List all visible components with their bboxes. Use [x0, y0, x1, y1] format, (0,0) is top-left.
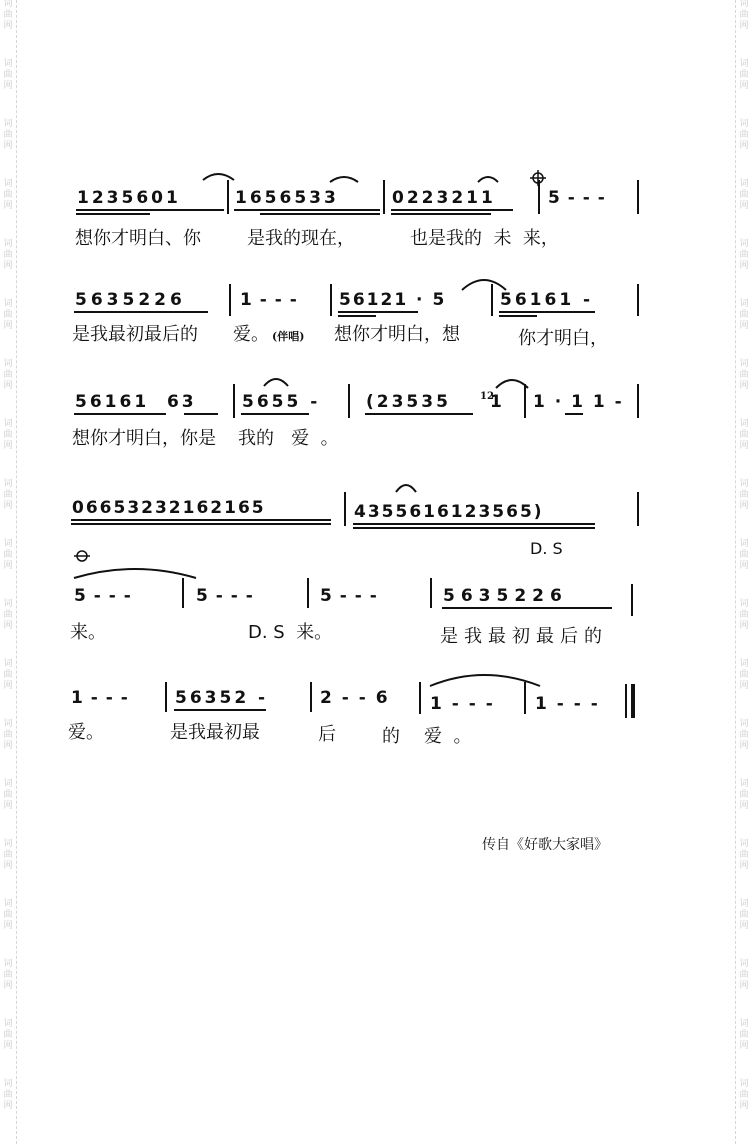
watermark-char: 曲 — [739, 10, 749, 20]
watermark-char: 词 — [3, 299, 13, 309]
watermark-char: 词 — [739, 599, 749, 609]
watermark-char: 词 — [739, 119, 749, 129]
barline — [637, 180, 639, 214]
watermark-char: 曲 — [739, 910, 749, 920]
watermark-char: 词 — [739, 479, 749, 489]
barline — [307, 578, 309, 608]
barline — [348, 384, 350, 418]
tie — [203, 174, 234, 180]
watermark-char: 词 — [739, 539, 749, 549]
barline — [383, 180, 385, 214]
measure-5-4: 5635226 — [443, 586, 568, 606]
watermark-char: 曲 — [739, 370, 749, 380]
barline — [310, 682, 312, 712]
measure-4-1: 06653232162165 — [72, 498, 266, 518]
measure-5-3: 5 - - - — [320, 586, 378, 606]
watermark-char: 网 — [3, 621, 13, 631]
watermark-char: 曲 — [3, 850, 13, 860]
watermark-char: 曲 — [3, 370, 13, 380]
slur — [74, 569, 196, 578]
watermark-char: 词 — [739, 779, 749, 789]
lyric-2-3: 想你才明白，想 — [334, 324, 460, 345]
watermark-char: 词 — [3, 599, 13, 609]
watermark-char: 曲 — [739, 850, 749, 860]
watermark-char: 网 — [3, 1101, 13, 1111]
watermark-char: 曲 — [739, 310, 749, 320]
measure-6-1: 1 - - - — [71, 688, 129, 708]
watermark-char: 曲 — [3, 670, 13, 680]
watermark-char: 曲 — [3, 310, 13, 320]
watermark-char: 网 — [739, 261, 749, 271]
watermark-char: 词 — [3, 539, 13, 549]
final-barline-thick — [631, 684, 635, 718]
watermark-char: 曲 — [3, 970, 13, 980]
lyric-1-3: 也是我的 未 来， — [410, 228, 559, 249]
watermark-char: 词 — [739, 0, 749, 9]
watermark-char: 词 — [739, 179, 749, 189]
lyric-6-4: 的 — [382, 726, 400, 747]
watermark-char: 网 — [739, 141, 749, 151]
watermark-char: 曲 — [3, 10, 13, 20]
barline — [344, 492, 346, 526]
watermark-char: 词 — [739, 659, 749, 669]
measure-6-2: 56352 - — [175, 688, 269, 708]
lyric-3-2: 我的 爱 。 — [238, 428, 339, 449]
measure-3-2: 5655 - — [242, 392, 321, 412]
watermark-char: 曲 — [739, 970, 749, 980]
measure-6-5: 1 - - - — [535, 694, 600, 714]
lyric-2-1: 是我最初最后的 — [72, 324, 198, 345]
watermark-char: 曲 — [739, 1030, 749, 1040]
watermark-char: 词 — [739, 59, 749, 69]
watermark-char: 网 — [739, 441, 749, 451]
lyric-2-4: 你才明白， — [518, 328, 608, 349]
measure-1-2: 1656533 — [235, 188, 339, 208]
watermark-char: 词 — [3, 179, 13, 189]
barline — [524, 384, 526, 418]
watermark-char: 词 — [739, 959, 749, 969]
watermark-char: 曲 — [739, 250, 749, 260]
watermark-char: 网 — [3, 441, 13, 451]
measure-2-1: 5635226 — [75, 290, 186, 310]
measure-1-3: 0223211 — [392, 188, 496, 208]
watermark-char: 曲 — [739, 430, 749, 440]
watermark-char: 词 — [3, 779, 13, 789]
lyric-6-3: 后 — [318, 724, 336, 745]
ds-mark: D. S — [530, 539, 563, 558]
watermark-char: 网 — [739, 21, 749, 31]
watermark-char: 词 — [3, 1079, 13, 1089]
watermark-char: 词 — [739, 839, 749, 849]
lyric-5-2: D. S 来。 — [248, 622, 333, 643]
measure-5-1: 5 - - - — [74, 586, 132, 606]
watermark-char: 曲 — [3, 610, 13, 620]
watermark-char: 网 — [3, 141, 13, 151]
fermata — [396, 485, 416, 492]
accompaniment-label: (伴唱) — [272, 330, 305, 343]
watermark-char: 曲 — [3, 250, 13, 260]
watermark-char: 词 — [739, 1079, 749, 1089]
watermark-char: 网 — [3, 201, 13, 211]
watermark-char: 曲 — [739, 490, 749, 500]
barline — [330, 284, 332, 316]
lyric-1-2: 是我的现在， — [247, 228, 355, 249]
watermark-char: 曲 — [739, 610, 749, 620]
measure-2-3: 56121 · 5 — [339, 290, 447, 310]
barline — [637, 284, 639, 316]
barline — [227, 180, 229, 214]
watermark-char: 词 — [739, 359, 749, 369]
barline — [233, 384, 235, 418]
watermark-char: 词 — [739, 899, 749, 909]
barline — [165, 682, 167, 712]
lyric-6-2: 是我最初最 — [170, 722, 260, 743]
fermata — [330, 177, 358, 182]
barline — [524, 682, 526, 714]
watermark-char: 网 — [739, 861, 749, 871]
barline — [491, 284, 493, 316]
lyric-6-1: 爱。 — [68, 722, 104, 743]
watermark-column-right — [735, 0, 752, 1144]
watermark-char: 曲 — [739, 550, 749, 560]
watermark-char: 曲 — [3, 430, 13, 440]
watermark-char: 曲 — [3, 790, 13, 800]
measure-3-1: 56161 63 — [75, 392, 197, 412]
watermark-char: 网 — [739, 741, 749, 751]
watermark-column-left — [0, 0, 17, 1144]
watermark-char: 曲 — [3, 490, 13, 500]
watermark-char: 网 — [739, 921, 749, 931]
lyric-3-1: 想你才明白，你是 — [72, 428, 216, 449]
watermark-char: 网 — [3, 261, 13, 271]
watermark-char: 词 — [3, 359, 13, 369]
watermark-char: 曲 — [739, 670, 749, 680]
watermark-char: 网 — [739, 801, 749, 811]
watermark-char: 曲 — [3, 730, 13, 740]
watermark-char: 网 — [739, 321, 749, 331]
watermark-char: 网 — [3, 861, 13, 871]
watermark-char: 网 — [739, 201, 749, 211]
watermark-char: 网 — [3, 321, 13, 331]
barline — [538, 180, 540, 214]
watermark-char: 词 — [739, 239, 749, 249]
watermark-char: 词 — [3, 659, 13, 669]
watermark-char: 网 — [3, 561, 13, 571]
final-barline-thin — [625, 684, 627, 718]
watermark-char: 曲 — [3, 550, 13, 560]
watermark-char: 词 — [3, 479, 13, 489]
measure-2-4: 56161 - — [500, 290, 594, 310]
watermark-char: 曲 — [3, 1030, 13, 1040]
watermark-char: 曲 — [739, 730, 749, 740]
measure-6-4: 1 - - - — [430, 694, 495, 714]
watermark-char: 网 — [3, 381, 13, 391]
lyric-2-2: 爱。 — [233, 324, 269, 345]
barline — [430, 578, 432, 608]
watermark-char: 词 — [3, 719, 13, 729]
watermark-char: 词 — [3, 1019, 13, 1029]
watermark-char: 曲 — [739, 190, 749, 200]
barline — [419, 682, 421, 714]
watermark-char: 曲 — [3, 130, 13, 140]
barline — [182, 578, 184, 608]
watermark-char: 网 — [3, 921, 13, 931]
fermata — [478, 177, 498, 182]
measure-1-1: 1235601 — [77, 188, 181, 208]
lyric-5-3: 是我最初最后的 — [440, 626, 608, 647]
measure-2-2: 1 - - - — [240, 290, 298, 310]
lyric-5-1: 来。 — [70, 622, 106, 643]
watermark-char: 曲 — [739, 790, 749, 800]
watermark-char: 词 — [739, 719, 749, 729]
watermark-char: 网 — [739, 681, 749, 691]
measure-3-3: (23535 — [366, 392, 451, 412]
watermark-char: 词 — [739, 299, 749, 309]
watermark-char: 词 — [3, 239, 13, 249]
source-credit: 传自《好歌大家唱》 — [482, 837, 608, 853]
barline — [637, 492, 639, 526]
watermark-char: 词 — [739, 1019, 749, 1029]
watermark-char: 网 — [739, 381, 749, 391]
watermark-char: 网 — [3, 681, 13, 691]
watermark-char: 曲 — [3, 70, 13, 80]
watermark-char: 网 — [3, 801, 13, 811]
lyric-6-5: 爱 。 — [424, 726, 472, 747]
watermark-char: 词 — [3, 959, 13, 969]
measure-6-3: 2 - - 6 — [320, 688, 390, 708]
measure-5-2: 5 - - - — [196, 586, 254, 606]
measure-4-2: 4355616123565) — [354, 502, 544, 522]
watermark-char: 网 — [739, 501, 749, 511]
coda-sign-2 — [77, 551, 87, 561]
watermark-char: 网 — [739, 981, 749, 991]
watermark-char: 曲 — [739, 70, 749, 80]
watermark-char: 网 — [3, 1041, 13, 1051]
slur — [462, 280, 506, 290]
watermark-char: 曲 — [3, 910, 13, 920]
barline — [631, 584, 633, 616]
watermark-char: 词 — [3, 839, 13, 849]
watermark-char: 词 — [3, 59, 13, 69]
watermark-char: 词 — [3, 0, 13, 9]
watermark-char: 曲 — [3, 1090, 13, 1100]
watermark-char: 网 — [3, 81, 13, 91]
measure-3-4: 1 · 1 1 - — [533, 392, 624, 412]
measure-3-3-end: 1 — [490, 392, 502, 412]
measure-1-4: 5 - - - — [548, 188, 606, 208]
watermark-char: 词 — [739, 419, 749, 429]
watermark-char: 词 — [3, 899, 13, 909]
watermark-char: 网 — [3, 981, 13, 991]
watermark-char: 网 — [3, 21, 13, 31]
watermark-char: 网 — [3, 501, 13, 511]
watermark-char: 曲 — [739, 130, 749, 140]
watermark-char: 词 — [3, 419, 13, 429]
watermark-char: 网 — [739, 561, 749, 571]
watermark-char: 曲 — [3, 190, 13, 200]
watermark-char: 词 — [3, 119, 13, 129]
grace-note: 12 — [480, 391, 494, 402]
lyric-1-1: 想你才明白、你 — [75, 228, 201, 249]
barline — [637, 384, 639, 418]
barline — [229, 284, 231, 316]
watermark-char: 网 — [739, 621, 749, 631]
watermark-char: 网 — [3, 741, 13, 751]
fermata — [264, 379, 288, 386]
watermark-char: 曲 — [739, 1090, 749, 1100]
watermark-char: 网 — [739, 1041, 749, 1051]
watermark-char: 网 — [739, 1101, 749, 1111]
watermark-char: 网 — [739, 81, 749, 91]
